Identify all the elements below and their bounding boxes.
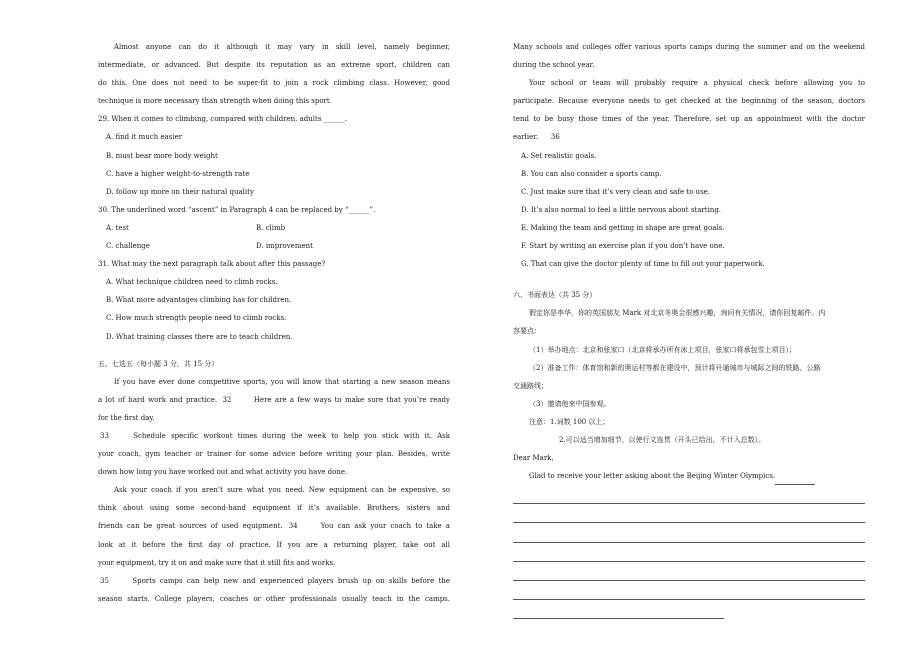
s5-line: participate. Because everyone needs to get checked at the beginning of the season, doctors: [513, 97, 865, 106]
options-30-row1: [98, 219, 450, 237]
blank-32: 32: [222, 391, 248, 409]
blank-35: 35: [100, 572, 126, 590]
s5-line: 33 Schedule specific workout times during the week to help you stick with it. Ask: [98, 427, 450, 445]
s5-line: earlier. 36: [513, 128, 865, 146]
answer-line[interactable]: [513, 562, 865, 581]
letter-salutation: Dear Mark,: [513, 454, 554, 463]
question-29-stem: 29. When it comes to climbing, compared with children, adults ______.: [98, 115, 347, 124]
right-column: [513, 38, 865, 619]
s5-line: Ask your coach if you aren’t sure what you need. New equipment can be expensive, so: [114, 486, 450, 495]
section-6-title: 六、书面表达（共 35 分）: [513, 291, 597, 300]
option-29b: B. must bear more body weight: [106, 151, 218, 160]
option-31c: C. How much strength people need to climb rocks.: [106, 314, 287, 323]
writing-note-2: 2.可以适当增加细节，以使行文连贯（开头已给出，不计入总数）。: [559, 435, 766, 444]
question-31-stem: 31. What may the next paragraph talk about after this passage?: [98, 260, 326, 269]
writing-note-1: 注意：1.词数 100 以上；: [529, 417, 610, 426]
s5-line: for the first day.: [98, 413, 155, 422]
s5-line: think about using some second-hand equipment if it’s available. Brothers, sisters and: [98, 504, 450, 513]
s5-line: during the school year.: [513, 61, 595, 70]
answer-line[interactable]: [513, 600, 724, 619]
blank-33: 33: [100, 427, 126, 445]
writing-point-2-cont: 交通路线；: [513, 381, 548, 390]
s5-line: your coach, gym teacher or trainer for some advice before writing your plan. Besides, write: [98, 450, 450, 459]
section-5-title: 五、七选五（每小题 3 分，共 15 分）: [98, 359, 219, 368]
s5-option-d: D. It’s also normal to feel a little nervous about starting.: [521, 205, 722, 214]
answer-line[interactable]: [513, 504, 865, 523]
s5-line: look at it before the first day of practice. If you are a returning player, take out all: [98, 540, 450, 549]
s5-line: Your school or team will probably require a physical check before allowing you to: [529, 79, 865, 88]
writing-point-3: （3）邀请他来中国参观。: [529, 399, 611, 408]
writing-point-2: （2）准备工作：体育馆和新的奥运村等都在建设中，预计将开通城市与城际之间的铁路、公路: [529, 363, 821, 372]
option-31d: D. What training classes there are to teach children.: [106, 332, 293, 341]
left-column: [98, 38, 450, 608]
s5-option-c: C. Just make sure that it’s very clean and safe to use.: [521, 187, 711, 196]
option-30a: A. test: [106, 223, 129, 232]
s5-option-b: B. You can also consider a sports camp.: [521, 169, 662, 178]
passage-line: technique is more necessary than strength when doing this sport.: [98, 97, 332, 106]
s5-line: Many schools and colleges offer various sports camps during the summer and on the weekend: [513, 43, 865, 51]
s5-line: down how long you have worked out and what activity you have done.: [98, 468, 348, 477]
option-30d: D. improvement: [256, 242, 313, 251]
s5-line: 35 Sports camps can help new and experienced players brush up on skills before the: [98, 572, 450, 590]
letter-opening: Glad to receive your letter asking about the Beijing Winter Olympics.: [513, 467, 865, 485]
s5-option-g: G. That can give the doctor plenty of time to fill out your paperwork.: [521, 260, 765, 269]
blank-36: 36: [542, 128, 568, 146]
answer-line[interactable]: [513, 543, 865, 562]
answer-line[interactable]: [513, 523, 865, 542]
answer-line[interactable]: [513, 581, 865, 600]
s5-option-a: A. Set realistic goals.: [521, 151, 597, 160]
passage-line: intermediate, or advanced. But despite its reputation as an extreme sport, children can: [98, 61, 450, 70]
passage-line: do this. One does not need to be super-fit to join a rock climbing class. However, good: [98, 79, 450, 88]
option-31b: B. What more advantages climbing has for children.: [106, 296, 292, 305]
s5-option-f: F. Start by writing an exercise plan if you don’t have one.: [521, 242, 725, 251]
passage-line: Almost anyone can do it although it may vary in skill level, namely beginner,: [114, 43, 450, 51]
options-30-row2: [98, 237, 450, 255]
option-29c: C. have a higher weight-to-strength rate: [106, 169, 250, 178]
s5-option-e: E. Making the team and getting in shape are great goals.: [521, 223, 725, 232]
answer-line[interactable]: [513, 485, 865, 504]
blank-34: 34: [289, 517, 315, 535]
question-30-stem: 30. The underlined word “ascent” in Paragraph 4 can be replaced by “______”.: [98, 205, 376, 214]
option-29d: D. follow up more on their natural quality: [106, 187, 254, 196]
writing-prompt-line: 容要点：: [513, 327, 541, 336]
s5-line: a lot of hard work and practice. 32 Here are a few ways to make sure that you’re ready: [98, 391, 450, 409]
writing-point-1: （1）举办地点：北京和张家口（北京将承办所有冰上项目，张家口将承包雪上项目）；: [529, 345, 796, 354]
s5-line: season starts. College players, coaches or other professionals usually teach in the camps.: [98, 594, 450, 603]
s5-line: If you have ever done competitive sports, you will know that starting a new season means: [114, 377, 450, 386]
answer-blank[interactable]: [775, 474, 815, 485]
option-31a: A. What technique children need to climb rocks.: [106, 278, 278, 287]
option-30b: B. climb: [256, 223, 286, 232]
writing-prompt-line: 假定你是李华，你的英国朋友 Mark 对北京冬奥会很感兴趣，询问有关情况，请你回复邮件。内: [529, 309, 826, 318]
s5-line: tend to be busy those times of the year. Therefore, set up an appointment with the doctor: [513, 115, 865, 124]
s5-line: your equipment, try it on and make sure that it still fits and works.: [98, 558, 336, 567]
option-30c: C. challenge: [106, 242, 150, 251]
s5-line: friends can be great sources of used equipment. 34 You can ask your coach to take a: [98, 517, 450, 535]
option-29a: A. find it much easier: [106, 133, 183, 142]
